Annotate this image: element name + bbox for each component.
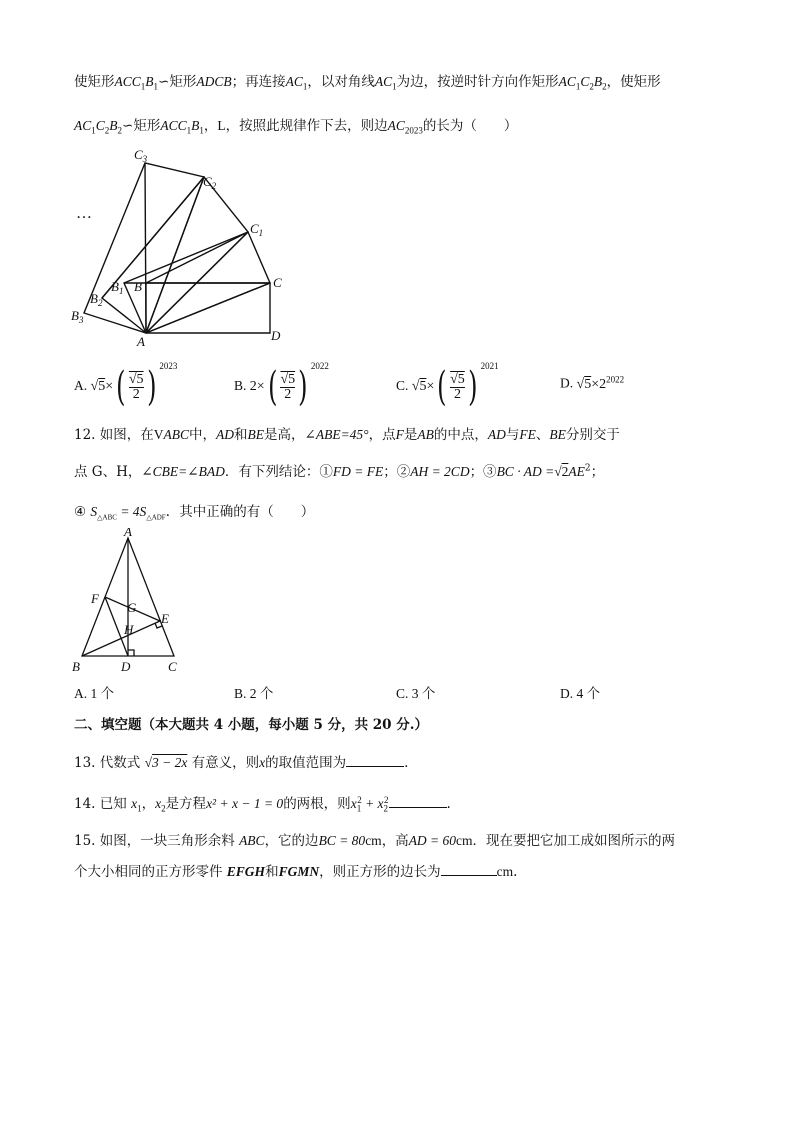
section-title: 二、填空题（本大题共 4 小题，每小题 5 分，共 20 分.） bbox=[74, 717, 428, 733]
math-x: x bbox=[259, 755, 266, 770]
q11-line2 bbox=[74, 114, 517, 136]
q12-line1 bbox=[74, 423, 620, 443]
label-c: C bbox=[273, 275, 282, 290]
math-angle: ∠ABE=45° bbox=[304, 427, 369, 442]
math-sqrt: √3 − 2x bbox=[144, 755, 188, 770]
label-c: C bbox=[168, 659, 177, 674]
label-c3: $C_3$ bbox=[134, 147, 148, 164]
math-x2: $x_2$ bbox=[155, 796, 166, 814]
q14-text: . bbox=[446, 796, 451, 812]
math-angle: ∠CBE=∠BAD bbox=[141, 464, 225, 479]
option-b-math: $2\times( \frac{√5}{2})$ $^{2022}$ bbox=[249, 360, 329, 410]
q11-text: ，使矩形 bbox=[606, 74, 661, 90]
label-c2: $C_2$ bbox=[203, 174, 217, 191]
q12-line3 bbox=[74, 500, 314, 522]
math-acc1b1: $ACC_1B_1$ bbox=[114, 74, 159, 92]
q15-line1 bbox=[74, 829, 675, 849]
option-d-math: $√5\times 2^{2022}$ bbox=[576, 374, 625, 392]
diag-ac3 bbox=[145, 163, 146, 333]
similar-symbol: ∽ bbox=[158, 74, 170, 90]
math-ac1: $AC_1$ bbox=[374, 74, 397, 92]
option-c-math: $√5\times( \frac{√5}{2})$ $^{2021}$ bbox=[411, 360, 499, 410]
label-b2: $B_2$ bbox=[90, 291, 103, 308]
q12-text: 、 bbox=[535, 427, 550, 443]
q13-answer-blank[interactable] bbox=[346, 754, 404, 767]
q15-answer-blank[interactable] bbox=[441, 863, 497, 876]
diag-ac bbox=[146, 283, 270, 333]
math-ac1: $AC_1$ bbox=[285, 74, 308, 92]
math-be: BE bbox=[549, 427, 566, 442]
q11-text: 的长为（ ） bbox=[422, 118, 518, 134]
q14-text: 是方程 bbox=[165, 796, 207, 812]
q11-line1 bbox=[74, 70, 661, 92]
right-angle-d bbox=[128, 650, 134, 656]
q12-option-d[interactable]: D. 4 个 bbox=[560, 686, 601, 701]
label-b: B bbox=[134, 279, 142, 294]
option-letter: C. bbox=[396, 378, 409, 394]
math-be: BE bbox=[247, 427, 265, 442]
math-abc: ABC bbox=[239, 833, 265, 848]
math-equation: x² + x − 1 = 0 bbox=[206, 796, 284, 811]
q12-text: 分别交于 bbox=[565, 427, 620, 443]
q12-text: 点 G、H， bbox=[74, 464, 142, 480]
q12-text: 是高， bbox=[264, 427, 305, 443]
option-letter: B. bbox=[234, 378, 247, 394]
q15-text: ，则正方形的边长为 bbox=[319, 864, 441, 880]
q12-text: ，点 bbox=[368, 427, 396, 443]
q14-text: 14. 已知 bbox=[74, 796, 127, 812]
math-fgmn: FGMN bbox=[278, 864, 320, 879]
math-abc: ABC bbox=[163, 427, 190, 442]
q12-text: ；② bbox=[383, 464, 411, 480]
sup-2: 2 bbox=[584, 463, 591, 474]
q15-text: 15. 如图，一块三角形余料 bbox=[74, 833, 235, 849]
q14-text: 的两根，则 bbox=[283, 796, 351, 812]
similar-symbol: ∽ bbox=[122, 118, 134, 134]
conclusion-2: AH = 2CD bbox=[410, 464, 470, 479]
q12-text: ； bbox=[590, 464, 605, 480]
triangle-glyph: V bbox=[153, 427, 164, 442]
label-f: F bbox=[91, 591, 99, 606]
q12-text: 是 bbox=[403, 427, 418, 443]
q11-text: 矩形 bbox=[133, 118, 161, 134]
q11-text: ；再连接 bbox=[231, 74, 286, 90]
unit-cm: cm bbox=[456, 833, 473, 848]
unit-cm: cm bbox=[365, 833, 382, 848]
math-x1: $x_1$ bbox=[131, 796, 142, 814]
q12-text: ．有下列结论：① bbox=[224, 464, 333, 480]
q11-text: ，按照此规律作下去，则边 bbox=[225, 118, 388, 134]
ellipsis-glyph: L bbox=[217, 118, 226, 133]
q12-text: 中， bbox=[189, 427, 217, 443]
q12-text: 12. 如图，在 bbox=[74, 427, 154, 443]
conclusion-1: FD = FE bbox=[332, 464, 384, 479]
label-b1: $B_1$ bbox=[111, 279, 124, 296]
seg-b-c1 bbox=[146, 232, 248, 283]
label-d: D bbox=[121, 659, 131, 674]
math-ac1c2b2: $AC_1C_2B_2$ bbox=[558, 74, 607, 92]
q15-text: . bbox=[513, 864, 518, 880]
math-f: F bbox=[395, 427, 404, 442]
q11-text: 为边，按逆时针方向作矩形 bbox=[396, 74, 559, 90]
q13-text: 有意义，则 bbox=[191, 755, 260, 771]
q12-text: ④ bbox=[74, 504, 87, 520]
q15-text: ．现在要把它加工成如图所示的两 bbox=[472, 833, 676, 849]
math-ac1c2b2: $AC_1C_2B_2$ bbox=[74, 118, 123, 136]
q15-text: 个大小相同的正方形零件 bbox=[74, 864, 223, 880]
q15-text: 和 bbox=[265, 864, 279, 880]
math-ad: AD bbox=[487, 427, 506, 442]
math-bc: BC = 80 bbox=[318, 833, 366, 848]
q11-text: 使矩形 bbox=[74, 74, 115, 90]
math-ab: AB bbox=[417, 427, 434, 442]
math-ad: AD = 60 bbox=[408, 833, 457, 848]
q14-text: ， bbox=[141, 796, 156, 812]
option-a-math: $√5\times( \frac{√5}{2})$ $^{2023}$ bbox=[90, 360, 178, 410]
unit-cm: cm bbox=[496, 864, 514, 879]
q13-text: 的取值范围为 bbox=[265, 755, 347, 771]
q11-figure bbox=[66, 140, 296, 350]
conclusion-4: $S_{\triangle ABC} = 4S_{\triangle ADF}$ bbox=[90, 504, 166, 522]
q12-text: ．其中正确的有（ ） bbox=[165, 504, 315, 520]
q12-option-b[interactable]: B. 2 个 bbox=[234, 686, 274, 701]
label-e: E bbox=[161, 611, 169, 626]
q15-text: ，高 bbox=[381, 833, 409, 849]
q11-text: ，以对角线 bbox=[307, 74, 375, 90]
q12-text: 与 bbox=[505, 427, 520, 443]
label-a: A bbox=[124, 528, 132, 539]
conclusion-3: BC · AD = bbox=[496, 464, 555, 479]
label-a: A bbox=[137, 334, 145, 349]
q13-line bbox=[74, 751, 408, 771]
q12-text: 和 bbox=[234, 427, 248, 443]
comma: ， bbox=[203, 118, 218, 133]
label-b3: $B_3$ bbox=[71, 308, 84, 325]
q14-answer-blank[interactable] bbox=[389, 795, 447, 808]
q13-text: 13. 代数式 bbox=[74, 755, 141, 771]
math-efgh: EFGH bbox=[226, 864, 266, 879]
q12-text: ；③ bbox=[469, 464, 497, 480]
label-h: H bbox=[124, 622, 134, 637]
q11-text: 矩形 bbox=[169, 74, 197, 90]
dots: … bbox=[76, 205, 92, 222]
q14-line bbox=[74, 792, 451, 814]
q12-option-a[interactable]: A. 1 个 bbox=[74, 686, 115, 701]
q11-option-b[interactable] bbox=[234, 360, 329, 410]
label-b: B bbox=[72, 659, 80, 674]
q11-option-a[interactable] bbox=[74, 360, 178, 410]
option-letter: A. bbox=[74, 378, 88, 394]
option-letter: D. bbox=[560, 375, 574, 391]
diag-ac2 bbox=[146, 177, 204, 333]
q12-option-c[interactable]: C. 3 个 bbox=[396, 686, 436, 701]
label-c1: $C_1$ bbox=[250, 221, 264, 238]
q12-text: 的中点， bbox=[433, 427, 488, 443]
math-acc1b1: $ACC_1B_1$ bbox=[160, 118, 204, 136]
label-d: D bbox=[271, 328, 281, 343]
q15-line2 bbox=[74, 860, 517, 880]
math-ad: AD bbox=[216, 427, 235, 442]
q11-option-d[interactable] bbox=[560, 374, 624, 393]
q12-line2 bbox=[74, 460, 604, 480]
q13-text: . bbox=[404, 755, 409, 771]
math-sum-squares: $x_1^2 + x_2^2$ bbox=[350, 794, 389, 814]
sqrt-2: √2 bbox=[554, 464, 569, 479]
q12-figure bbox=[68, 528, 188, 676]
math-fe: FE bbox=[519, 427, 536, 442]
q11-option-c[interactable] bbox=[396, 360, 499, 410]
q15-text: ，它的边 bbox=[264, 833, 319, 849]
math-ac2023: $AC_{2023}$ bbox=[387, 118, 423, 136]
conclusion-3b: AE bbox=[568, 464, 585, 479]
label-g: G bbox=[127, 600, 137, 615]
math-adcb: ADCB bbox=[196, 74, 232, 89]
